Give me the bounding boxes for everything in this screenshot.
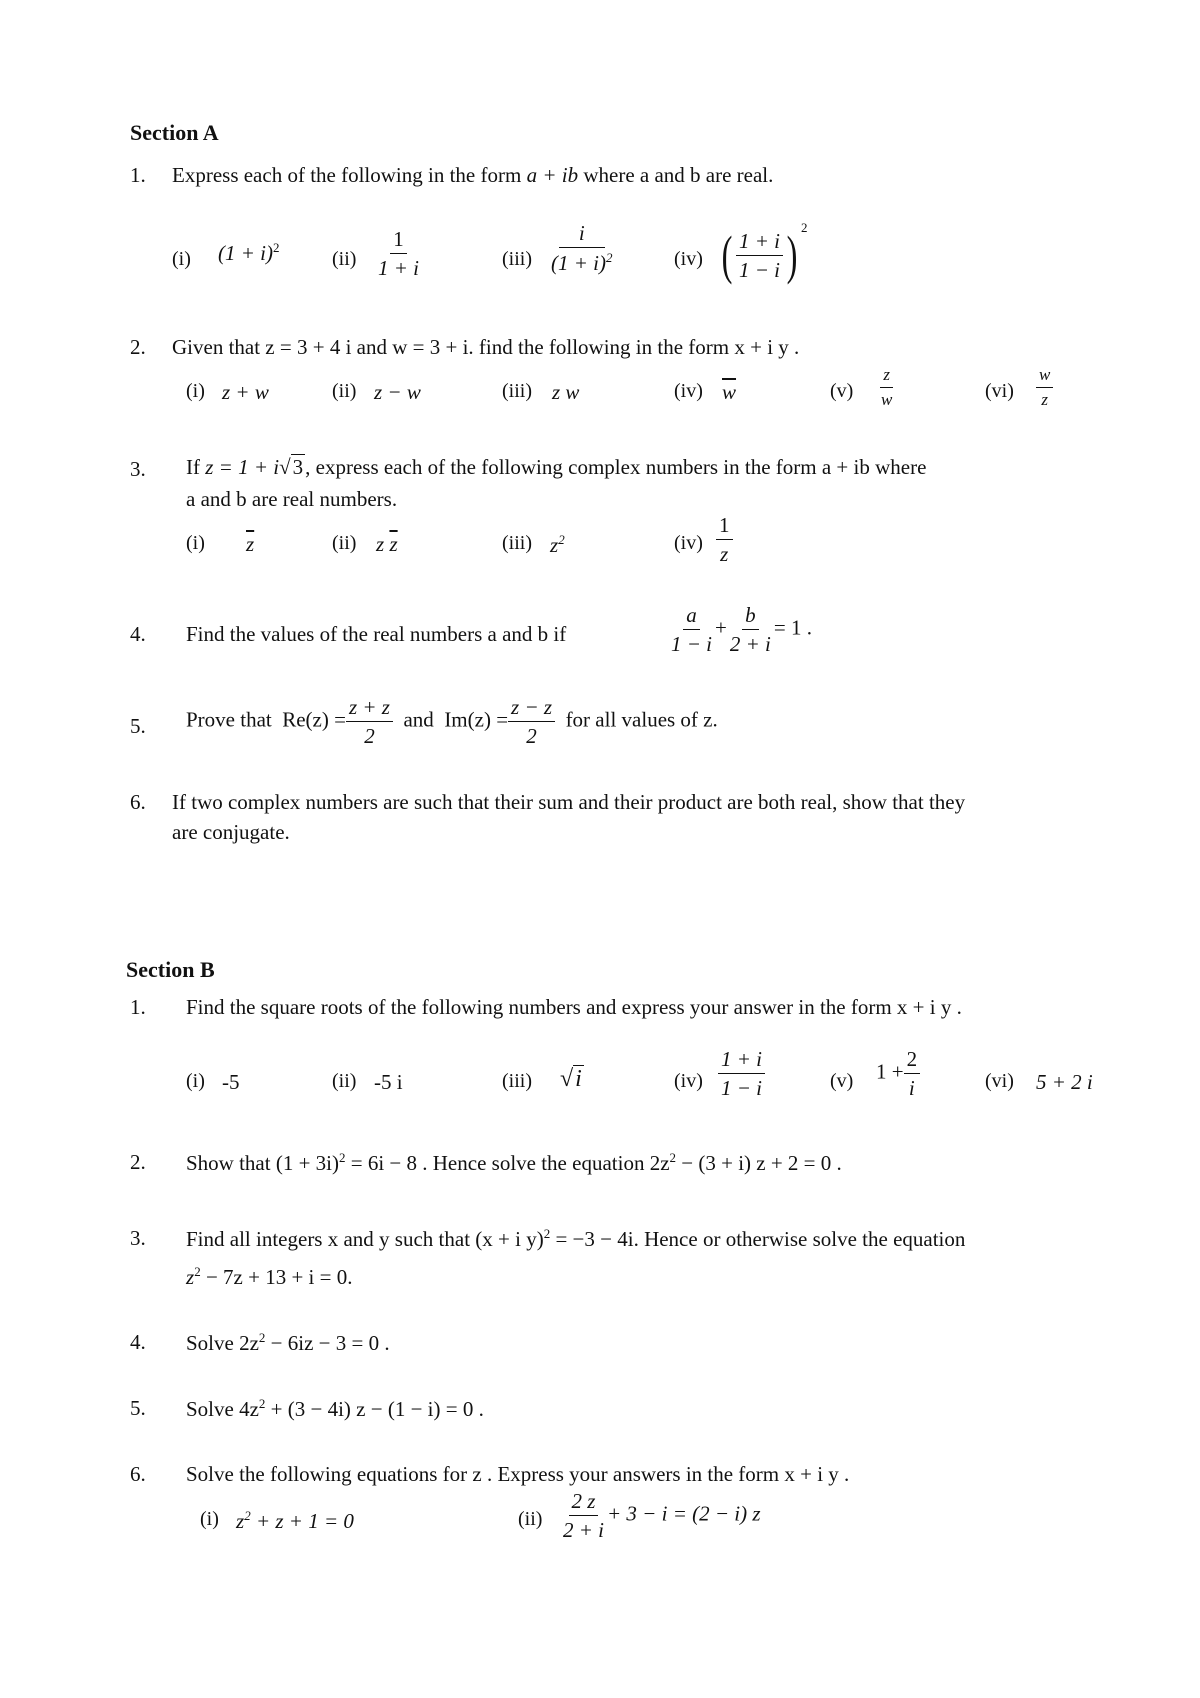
- a-q1-part-iii-label: (iii): [502, 248, 532, 270]
- b-q3-line2: $z^2 - 7z + 13 + i = 0$.: [186, 1264, 353, 1289]
- b-q1-text: Find the square roots of the following numbers and express your answer in the form x + i y .: [186, 995, 962, 1019]
- b-q1-part-i-label: (i): [186, 1070, 205, 1092]
- b-q1-part-iii-label: (iii): [502, 1070, 532, 1092]
- a-q2-part-v-label: (v): [830, 380, 854, 402]
- a-q2-part-vi-expr: $\frac{w}{z}$: [1036, 366, 1053, 409]
- b-q1-part-ii-label: (ii): [332, 1070, 357, 1092]
- a-q3-part-ii-expr: z $\overline{z}$: [376, 532, 398, 556]
- a-q3-number: 3.: [130, 457, 146, 481]
- a-q1-part-i-label: (i): [172, 248, 191, 270]
- a-q4-text: Find the values of the real numbers a and b if: [186, 622, 567, 646]
- b-q1-part-v-expr: 1 + $\frac{2}{i}$: [876, 1048, 920, 1099]
- a-q1-part-iii-expr: $\frac{i}{(1 + i)^2}$: [551, 221, 613, 276]
- a-q5-number: 5.: [130, 714, 146, 738]
- a-q1-part-ii-label: (ii): [332, 248, 357, 270]
- a-q3-part-iii-expr: $z^2$: [550, 532, 565, 557]
- a-q1-part-iv-label: (iv): [674, 248, 703, 270]
- a-q2-part-v-expr: $\frac{z}{w}$: [881, 365, 893, 409]
- a-q3-part-iv-expr: $\frac{1}{z}$: [716, 514, 733, 565]
- a-q1-part-iv-expr: ( $\frac{1 + i}{1 - i}$ ) $^2$: [721, 220, 808, 286]
- a-q6-line1: If two complex numbers are such that their sum and their product are both real, show that they: [172, 790, 966, 814]
- b-q2-number: 2.: [130, 1150, 146, 1174]
- b-q2-text: Show that $(1 + 3i)^2 = 6i - 8$ . Hence solve the equation $2z^2 - (3 + i) z + 2 = 0$ .: [186, 1150, 842, 1175]
- a-q3-line2: a and b are real numbers.: [186, 487, 398, 511]
- a-q3-part-iv-label: (iv): [674, 532, 703, 554]
- b-q1-part-vi-expr: 5 + 2 i: [1036, 1070, 1093, 1094]
- b-q6-number: 6.: [130, 1462, 146, 1486]
- b-q1-part-vi-label: (vi): [985, 1070, 1014, 1092]
- a-q2-part-ii-label: (ii): [332, 380, 357, 402]
- a-q3-part-ii-label: (ii): [332, 532, 357, 554]
- b-q6-part-ii-expr: $\frac{2 z}{2 + i}$ + 3 − i = (2 − i) z: [563, 1489, 761, 1543]
- a-q4-number: 4.: [130, 622, 146, 646]
- a-q3-part-i-label: (i): [186, 532, 205, 554]
- a-q2-part-vi-label: (vi): [985, 380, 1014, 402]
- b-q1-part-i-expr: -5: [222, 1070, 240, 1094]
- a-q1-part-i-expr: $(1 + i)^2$: [218, 240, 280, 265]
- b-q5-text: Solve $4z^2 + (3 - 4i) z - (1 - i) = 0$ .: [186, 1396, 484, 1421]
- a-q5-text: Prove that Re(z) = $\frac{z + z}{2}$ and Im(z) = $\frac{z - z}{2}$ for all values of z.: [186, 695, 718, 749]
- a-q1-part-ii-expr: $\frac{1}{1 + i}$: [378, 227, 420, 281]
- a-q3-part-i-expr: $\overline{z}$: [246, 532, 255, 556]
- b-q1-part-v-label: (v): [830, 1070, 854, 1092]
- a-q2-part-iv-label: (iv): [674, 380, 703, 402]
- a-q3-line1: If z = 1 + i√3, express each of the following complex numbers in the form a + ib where: [186, 455, 927, 479]
- b-q1-part-ii-expr: -5 i: [374, 1070, 403, 1094]
- b-q6-part-i-expr: $z^2 + z + 1 = 0$: [236, 1508, 354, 1533]
- b-q6-text: Solve the following equations for z . Express your answers in the form x + i y .: [186, 1462, 850, 1486]
- b-q5-number: 5.: [130, 1396, 146, 1420]
- b-q1-part-iii-expr: √i: [560, 1066, 582, 1092]
- a-q2-part-iii-expr: z w: [552, 380, 580, 404]
- a-q2-part-iv-expr: $\overline{w}$: [722, 380, 737, 404]
- a-q6-number: 6.: [130, 790, 146, 814]
- section-a-title: Section A: [130, 120, 219, 145]
- a-q2-part-i-label: (i): [186, 380, 205, 402]
- b-q4-number: 4.: [130, 1330, 146, 1354]
- a-q2-part-iii-label: (iii): [502, 380, 532, 402]
- a-q3-part-iii-label: (iii): [502, 532, 532, 554]
- a-q1-number: 1.: [130, 163, 146, 187]
- a-q2-part-ii-expr: z − w: [374, 380, 421, 404]
- a-q2-number: 2.: [130, 335, 146, 359]
- section-b-title: Section B: [126, 957, 215, 982]
- b-q1-number: 1.: [130, 995, 146, 1019]
- a-q2-part-i-expr: z + w: [222, 380, 269, 404]
- b-q3-line1: Find all integers x and y such that (x + i y)$^2$ = −3 − 4i. Hence or otherwise solve the equation: [186, 1226, 966, 1251]
- b-q6-part-ii-label: (ii): [518, 1508, 543, 1530]
- a-q4-equation: $\frac{a}{1 - i}$ + $\frac{b}{2 + i}$ = 1 .: [671, 603, 812, 657]
- b-q4-text: Solve $2z^2 - 6iz - 3 = 0$ .: [186, 1330, 390, 1355]
- a-q1-text: Express each of the following in the form a + ib where a and b are real.: [172, 163, 774, 187]
- b-q6-part-i-label: (i): [200, 1508, 219, 1530]
- b-q3-number: 3.: [130, 1226, 146, 1250]
- b-q1-part-iv-label: (iv): [674, 1070, 703, 1092]
- a-q2-text: Given that z = 3 + 4 i and w = 3 + i. find the following in the form x + i y .: [172, 335, 800, 359]
- b-q1-part-iv-expr: $\frac{1 + i}{1 - i}$: [718, 1048, 765, 1099]
- a-q6-line2: are conjugate.: [172, 820, 290, 844]
